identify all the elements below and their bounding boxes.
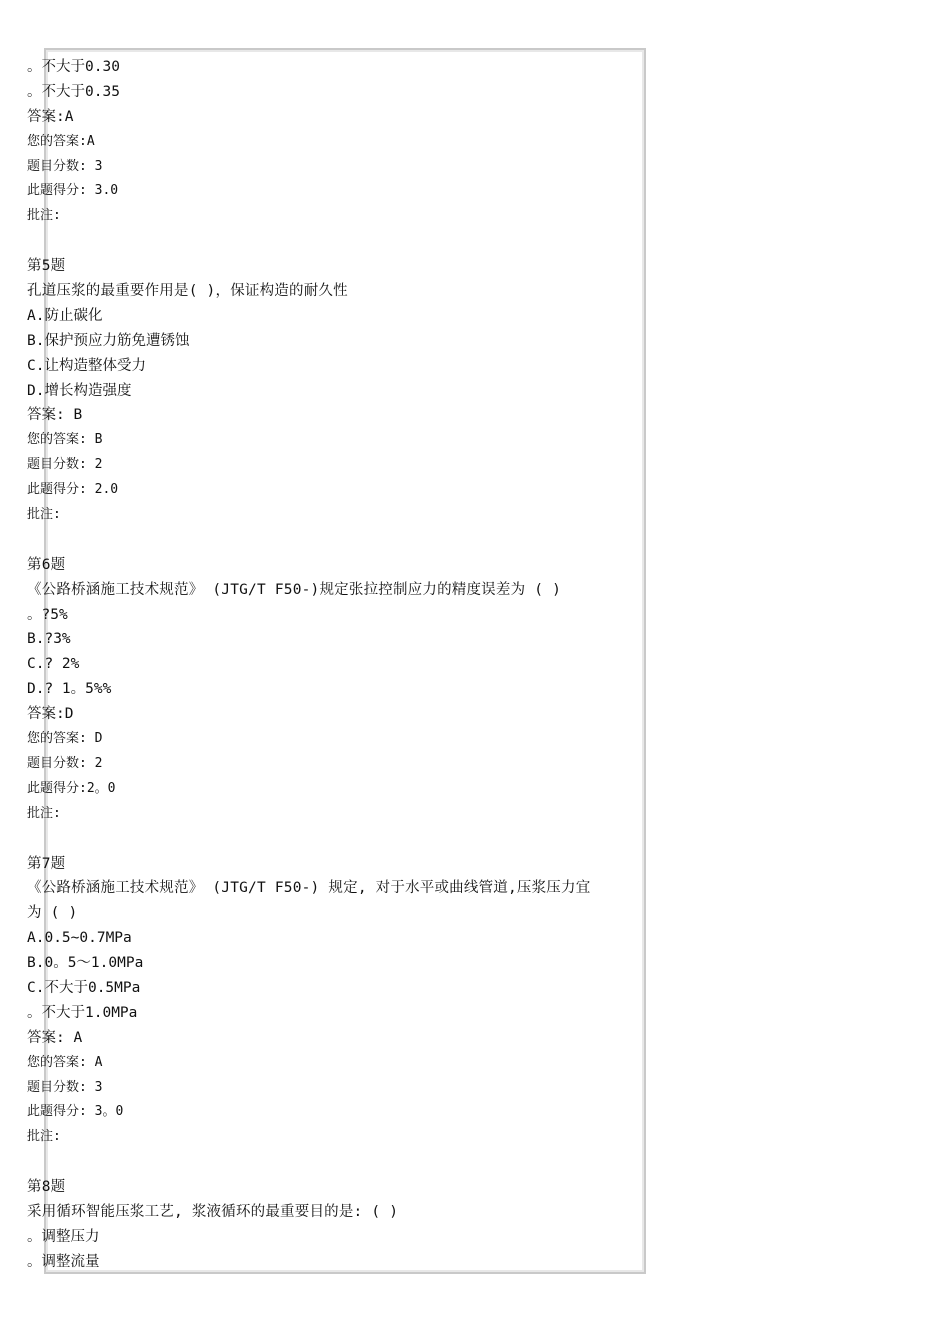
correct-answer-line: 答案:A — [27, 108, 74, 125]
option-line: 。?5% — [27, 606, 68, 623]
question-text: 《公路桥涵施工技术规范》 (JTG/T F50-)规定张拉控制应力的精度误差为 ( ) — [27, 581, 562, 598]
your-answer-line: 您的答案: A — [27, 1054, 103, 1070]
question-number: 第8题 — [27, 1179, 66, 1196]
option-line: C.不大于0.5MPa — [27, 979, 141, 996]
question-score-line: 题目分数: 2 — [27, 457, 103, 473]
remark-line: 批注: — [27, 507, 61, 523]
question-text: 采用循环智能压浆工艺, 浆液循环的最重要目的是: ( ) — [27, 1203, 399, 1220]
option-line: D.增长构造强度 — [27, 382, 132, 399]
your-answer-line: 您的答案: B — [27, 432, 103, 448]
question-text: 《公路桥涵施工技术规范》 (JTG/T F50-) 规定, 对于水平或曲线管道,压浆压力宜 — [27, 880, 591, 897]
exam-content — [27, 55, 687, 1275]
question-text: 为 ( ) — [27, 905, 78, 922]
your-answer-line: 您的答案:A — [27, 133, 95, 149]
question-score-line: 题目分数: 3 — [27, 158, 103, 174]
earned-score-line: 此题得分:2。0 — [27, 780, 116, 796]
option-line: D.? 1。5%% — [27, 681, 112, 698]
option-line: B.保护预应力筋免遭锈蚀 — [27, 332, 190, 349]
earned-score-line: 此题得分: 2.0 — [27, 482, 119, 498]
remark-line: 批注: — [27, 1129, 61, 1145]
remark-line: 批注: — [27, 805, 61, 821]
blank-line — [27, 827, 687, 852]
your-answer-line: 您的答案: D — [27, 731, 103, 747]
option-line: C.让构造整体受力 — [27, 357, 146, 374]
blank-line — [27, 1150, 687, 1175]
option-line: A.防止碳化 — [27, 307, 103, 324]
option-line: C.? 2% — [27, 656, 80, 673]
remark-line: 批注: — [27, 208, 61, 224]
earned-score-line: 此题得分: 3.0 — [27, 183, 119, 199]
question-score-line: 题目分数: 3 — [27, 1079, 103, 1095]
blank-line — [27, 229, 687, 254]
question-score-line: 题目分数: 2 — [27, 755, 103, 771]
option-line: 。不大于0.30 — [27, 59, 120, 75]
option-line: B.?3% — [27, 631, 71, 648]
question-number: 第6题 — [27, 556, 66, 573]
correct-answer-line: 答案: A — [27, 1029, 83, 1046]
option-line: 。不大于0.35 — [27, 83, 120, 100]
question-number: 第7题 — [27, 855, 66, 872]
correct-answer-line: 答案:D — [27, 706, 74, 723]
option-line: 。不大于1.0MPa — [27, 1004, 138, 1021]
question-text: 孔道压浆的最重要作用是( )，保证构造的耐久性 — [27, 283, 348, 300]
correct-answer-line: 答案: B — [27, 407, 83, 424]
option-line: 。调整流量 — [27, 1253, 100, 1270]
option-line: 。调整压力 — [27, 1228, 100, 1245]
option-line: B.0。5～1.0MPa — [27, 955, 144, 972]
blank-line — [27, 528, 687, 553]
option-line: A.0.5~0.7MPa — [27, 930, 132, 947]
earned-score-line: 此题得分: 3。0 — [27, 1104, 124, 1120]
question-number: 第5题 — [27, 258, 66, 275]
